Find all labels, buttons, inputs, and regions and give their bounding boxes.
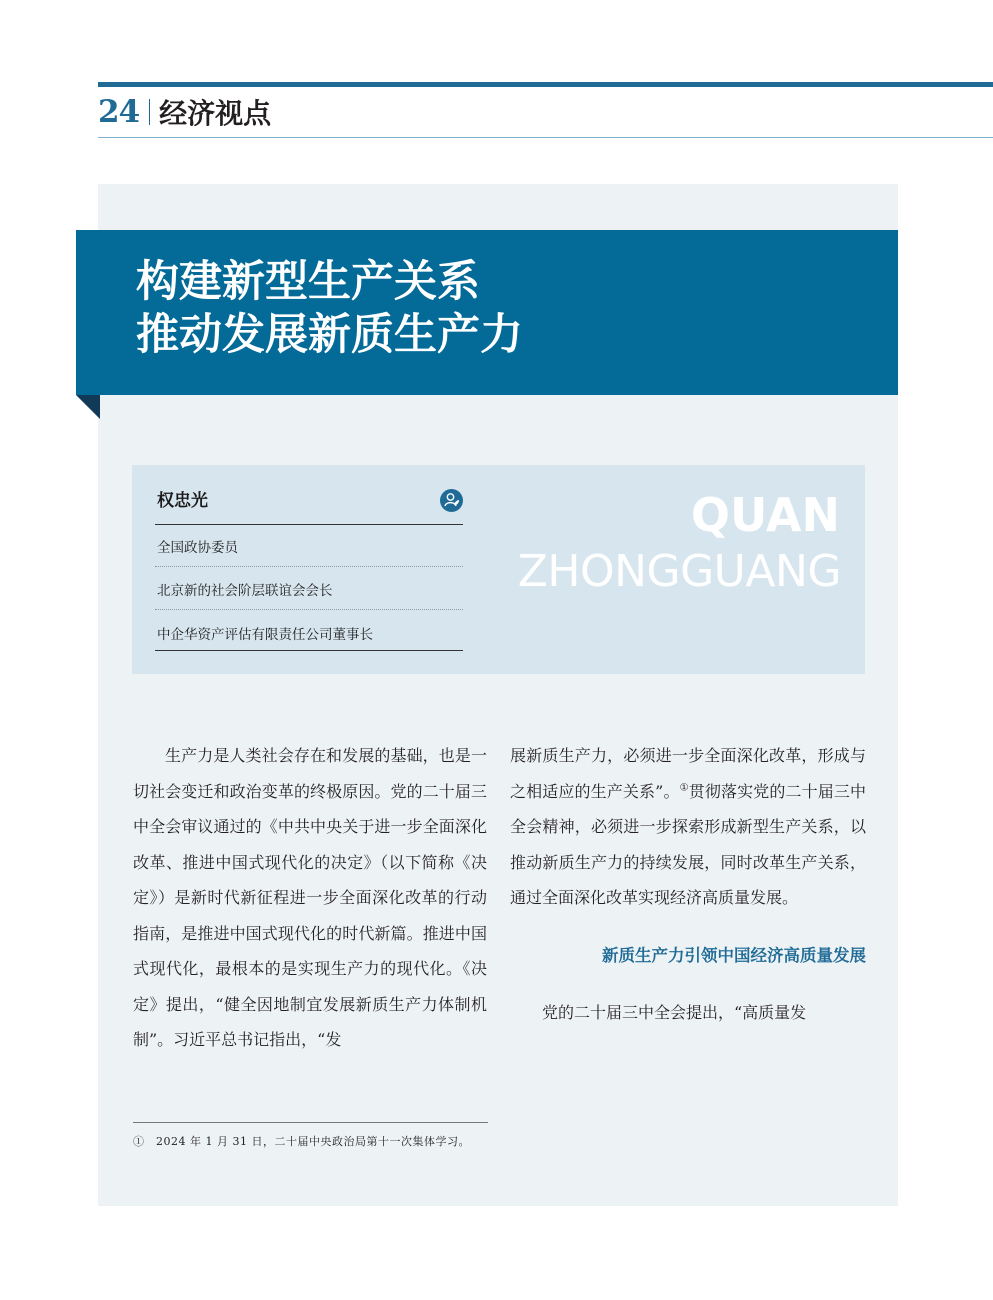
body-paragraph: [510, 738, 866, 916]
position-divider: [155, 609, 463, 610]
header-divider: [149, 99, 150, 125]
top-accent-bar: [98, 82, 993, 87]
body-paragraph: 党的二十届三中全会提出，“高质量发: [542, 1003, 807, 1022]
footnote-reference[interactable]: ①: [679, 782, 689, 794]
body-column-2: [510, 738, 866, 1031]
title-line-2: 推动发展新质生产力: [136, 310, 523, 360]
running-header: [98, 92, 271, 132]
body-paragraph: 生产力是人类社会存在和发展的基础，也是一切社会变迁和政治变革的终极原因。党的二十届三中全会审议通过的《中共中央关于进一步全面深化改革、推进中国式现代化的决定》（以下简称《决定》）是新时代新征程进一步全面深化改革的行动指南，是推进中国式现代化的时代新篇。推进中国式现代化，最根本的是实现生产力的现代化。《决定》提出，“健全因地制宜发展新质生产力体制机制”。习近平总书记指出，“发: [133, 746, 487, 1049]
author-box-bottom-rule: [155, 650, 463, 651]
author-position-3: 中企华资产评估有限责任公司董事长: [157, 627, 373, 643]
paragraph-text: 贯彻落实党的二十届三中全会精神，必须进一步探索形成新型生产关系，以推动新质生产力的持续发展，同时改革生产关系，通过全面深化改革实现经济高质量发展。: [510, 781, 866, 907]
body-column-1: [133, 738, 487, 1058]
position-divider: [155, 566, 463, 567]
person-leaf-icon: [440, 489, 463, 512]
author-position-1: 全国政协委员: [157, 540, 238, 556]
page-number: 24: [98, 94, 140, 130]
title-line-1: 构建新型生产关系: [136, 257, 480, 307]
footnote: ① 2024 年 1 月 31 日，二十届中央政治局第十一次集体学习。: [133, 1135, 470, 1148]
header-rule: [98, 137, 993, 138]
section-name: 经济视点: [159, 97, 272, 130]
author-name: 权忠光: [157, 491, 208, 511]
author-en-surname: QUAN: [690, 488, 840, 542]
footnote-rule: [133, 1122, 488, 1123]
paragraph-text: 展新质生产力，必须进一步全面深化改革，形成与之相适应的生产关系”。: [510, 746, 866, 801]
author-en-given-name: ZHONGGUANG: [517, 546, 841, 597]
author-position-2: 北京新的社会阶层联谊会会长: [157, 583, 333, 599]
title-band-fold: [76, 395, 100, 419]
article-title: [136, 256, 523, 362]
section-subheading: 新质生产力引领中国经济高质量发展: [602, 945, 866, 965]
author-name-rule: [155, 524, 463, 525]
